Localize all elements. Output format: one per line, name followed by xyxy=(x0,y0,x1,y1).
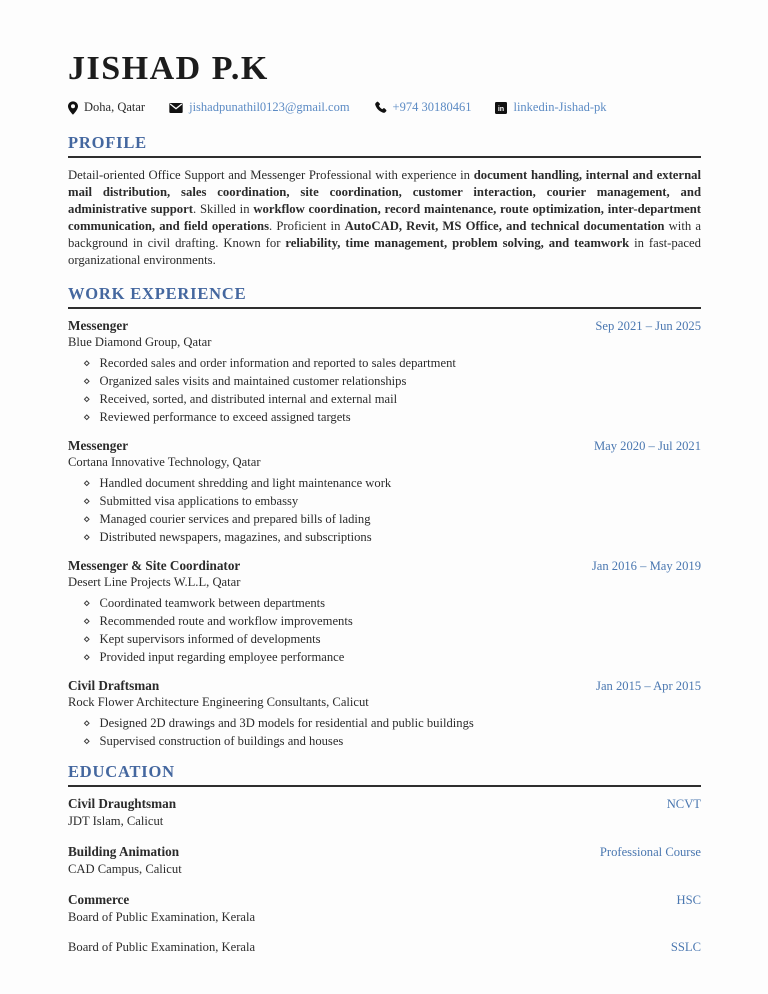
job-title: Messenger & Site Coordinator xyxy=(68,557,241,573)
work-entry xyxy=(68,558,701,664)
bullet-item xyxy=(68,477,701,490)
education-label: Professional Course xyxy=(599,844,701,859)
bullet-item xyxy=(68,735,701,748)
education-label: SSLC xyxy=(670,939,701,954)
bullet-text: Received, sorted, and distributed internal and external mail xyxy=(99,391,398,406)
bullet-text: Submitted visa applications to embassy xyxy=(99,493,299,508)
bullet-text: Kept supervisors informed of developments xyxy=(99,631,321,646)
linkedin-icon xyxy=(495,102,507,114)
bullet-item xyxy=(68,513,701,526)
bullet-item xyxy=(68,357,701,370)
diamond-bullet-icon: ⋄ xyxy=(83,493,91,508)
resume-header xyxy=(68,50,701,115)
education-entry-header xyxy=(68,940,701,955)
profile-segment: Detail-oriented Office Support and Messenger Professional with experience in xyxy=(68,168,474,183)
envelope-icon xyxy=(169,103,183,113)
education-entries xyxy=(68,796,701,955)
diamond-bullet-icon: ⋄ xyxy=(83,409,91,424)
bullet-text: Coordinated teamwork between departments xyxy=(99,595,326,610)
education-institution: Board of Public Examination, Kerala xyxy=(68,939,256,954)
bullet-item xyxy=(68,615,701,628)
name-heading: JISHAD P.K xyxy=(68,50,269,87)
bullet-text: Handled document shredding and light maintenance work xyxy=(99,475,392,490)
education-institution: Board of Public Examination, Kerala xyxy=(68,909,256,924)
education-entry xyxy=(68,844,701,877)
education-title: Building Animation xyxy=(68,843,180,859)
contact-row xyxy=(68,100,701,115)
diamond-bullet-icon: ⋄ xyxy=(83,613,91,628)
education-entry xyxy=(68,940,701,955)
work-entry xyxy=(68,438,701,544)
diamond-bullet-icon: ⋄ xyxy=(83,511,91,526)
diamond-bullet-icon: ⋄ xyxy=(83,475,91,490)
profile-bold-segment: document handling, internal and external mail distribution, sales coordination, site coordination, customer interaction, courier management, and administrative support xyxy=(68,168,701,217)
education-entry-header xyxy=(68,892,701,908)
job-title: Messenger xyxy=(68,317,129,333)
work-entry-header xyxy=(68,558,701,574)
job-title: Civil Draftsman xyxy=(68,677,160,693)
job-organization: Blue Diamond Group, Qatar xyxy=(68,334,212,349)
bullet-item xyxy=(68,531,701,544)
job-dates: Sep 2021 – Jun 2025 xyxy=(595,318,701,333)
job-bullet-list xyxy=(68,477,701,544)
work-experience-section xyxy=(68,284,701,748)
profile-section-heading: PROFILE xyxy=(68,133,147,153)
bullet-item xyxy=(68,411,701,424)
education-section xyxy=(68,762,701,955)
bullet-item xyxy=(68,633,701,646)
bullet-text: Organized sales visits and maintained customer relationships xyxy=(99,373,407,388)
job-bullet-list xyxy=(68,717,701,748)
diamond-bullet-icon: ⋄ xyxy=(83,649,91,664)
education-entry xyxy=(68,796,701,829)
contact-linkedin xyxy=(495,100,606,115)
section-rule xyxy=(68,785,701,787)
education-title: Commerce xyxy=(68,891,130,907)
diamond-bullet-icon: ⋄ xyxy=(83,373,91,388)
diamond-bullet-icon: ⋄ xyxy=(83,529,91,544)
location-pin-icon xyxy=(68,101,78,115)
bullet-item xyxy=(68,651,701,664)
work-entry xyxy=(68,318,701,424)
education-section-heading: EDUCATION xyxy=(68,761,175,781)
profile-segment: . Proficient in xyxy=(269,219,345,234)
svg-text:in: in xyxy=(498,104,505,113)
diamond-bullet-icon: ⋄ xyxy=(83,733,91,748)
contact-text[interactable]: jishadpunathil0123@gmail.com xyxy=(189,100,350,115)
bullet-text: Distributed newspapers, magazines, and subscriptions xyxy=(99,529,372,544)
job-dates: May 2020 – Jul 2021 xyxy=(593,438,701,453)
work-entries xyxy=(68,318,701,748)
work-entry-header xyxy=(68,438,701,454)
contact-text[interactable]: linkedin-Jishad-pk xyxy=(513,100,607,115)
bullet-item xyxy=(68,375,701,388)
profile-bold-segment: workflow coordination, record maintenance, route optimization, inter-department communication, and field operations xyxy=(68,202,701,234)
contact-envelope xyxy=(169,100,349,115)
profile-bold-segment: reliability, time management, problem solving, and teamwork xyxy=(285,236,630,251)
contact-text[interactable]: +974 30180461 xyxy=(392,100,472,115)
job-bullet-list xyxy=(68,357,701,424)
phone-icon xyxy=(374,101,387,114)
profile-segment: with a background in civil drafting. Known for xyxy=(68,219,701,251)
profile-text xyxy=(68,167,701,269)
work-section-heading: WORK EXPERIENCE xyxy=(68,284,247,304)
work-entry xyxy=(68,678,701,748)
bullet-item xyxy=(68,495,701,508)
education-label: HSC xyxy=(676,892,701,907)
bullet-item xyxy=(68,717,701,730)
education-institution: CAD Campus, Calicut xyxy=(68,861,182,876)
profile-section xyxy=(68,133,701,269)
education-title: Civil Draughtsman xyxy=(68,795,177,811)
job-organization: Rock Flower Architecture Engineering Consultants, Calicut xyxy=(68,694,369,709)
diamond-bullet-icon: ⋄ xyxy=(83,715,91,730)
job-bullet-list xyxy=(68,597,701,664)
section-rule xyxy=(68,156,701,158)
bullet-item xyxy=(68,597,701,610)
education-label: NCVT xyxy=(666,796,701,811)
section-rule xyxy=(68,307,701,309)
bullet-text: Recommended route and workflow improvements xyxy=(99,613,353,628)
bullet-item xyxy=(68,393,701,406)
education-entry xyxy=(68,892,701,925)
work-entry-header xyxy=(68,678,701,694)
profile-segment: . Skilled in xyxy=(193,202,254,217)
job-organization: Cortana Innovative Technology, Qatar xyxy=(68,454,261,469)
job-title: Messenger xyxy=(68,437,129,453)
diamond-bullet-icon: ⋄ xyxy=(83,631,91,646)
bullet-text: Supervised construction of buildings and houses xyxy=(99,733,344,748)
diamond-bullet-icon: ⋄ xyxy=(83,595,91,610)
education-institution: JDT Islam, Calicut xyxy=(68,813,164,828)
job-organization: Desert Line Projects W.L.L, Qatar xyxy=(68,574,241,589)
bullet-text: Provided input regarding employee performance xyxy=(99,649,345,664)
profile-segment: in fast-paced organizational environments. xyxy=(68,236,701,268)
diamond-bullet-icon: ⋄ xyxy=(83,391,91,406)
bullet-text: Managed courier services and prepared bills of lading xyxy=(99,511,371,526)
bullet-text: Recorded sales and order information and reported to sales department xyxy=(99,355,456,370)
education-entry-header xyxy=(68,844,701,860)
bullet-text: Designed 2D drawings and 3D models for residential and public buildings xyxy=(99,715,474,730)
bullet-text: Reviewed performance to exceed assigned targets xyxy=(99,409,351,424)
job-dates: Jan 2015 – Apr 2015 xyxy=(596,678,701,693)
contact-location-pin xyxy=(68,100,145,115)
job-dates: Jan 2016 – May 2019 xyxy=(591,558,701,573)
contact-phone xyxy=(374,100,472,115)
education-entry-header xyxy=(68,796,701,812)
work-entry-header xyxy=(68,318,701,334)
diamond-bullet-icon: ⋄ xyxy=(83,355,91,370)
contact-text: Doha, Qatar xyxy=(84,100,146,115)
profile-bold-segment: AutoCAD, Revit, MS Office, and technical documentation xyxy=(344,219,665,234)
